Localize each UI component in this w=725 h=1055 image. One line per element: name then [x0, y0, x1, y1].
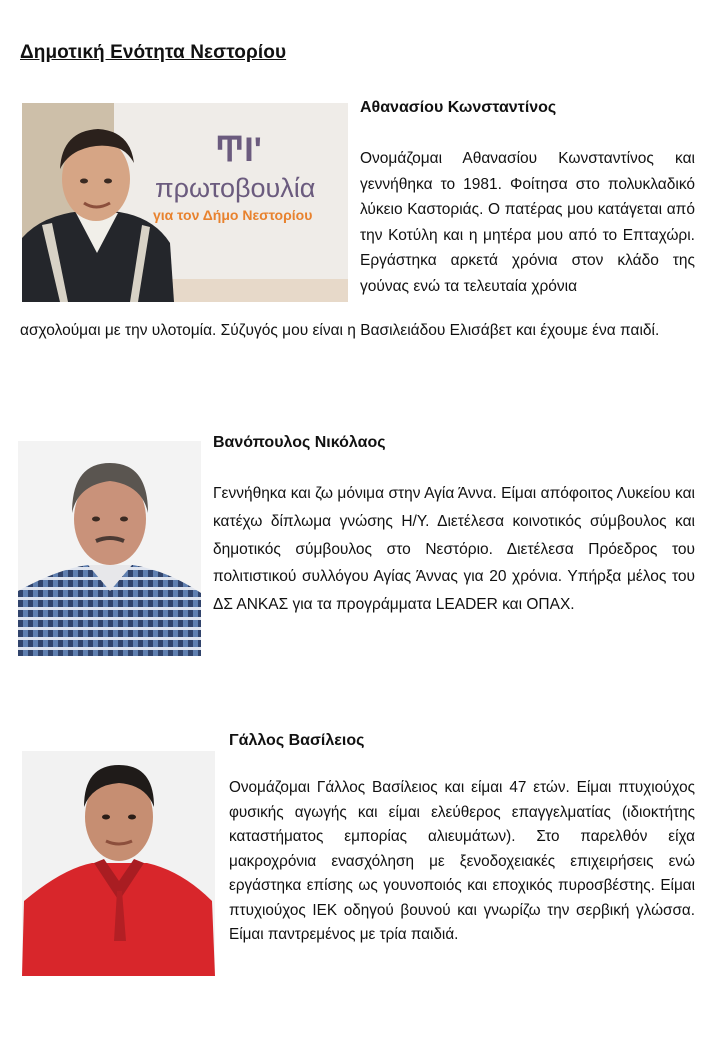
page-title: Δημοτική Ενότητα Νεστορίου: [20, 42, 287, 63]
candidate-bio: Γεννήθηκα και ζω μόνιμα στην Αγία Άννα. Είμαι απόφοιτος Λυκείου και κατέχω δίπλωμα γνώσης Η/Υ. Διετέλεσα κοινοτικός σύμβουλος και δημοτικός σύμβουλος στο Νεστόριο. Διετέλεσα Πρόεδρος του πολιτιστικού συλλόγου Αγίας Άννας για 20 χρόνια. Υπήρξα μέλος του ΔΣ ΑΝΚΑΣ για τα προγράμματα LEADER και ΟΠΑΧ.: [213, 485, 695, 614]
svg-text:πρωτοβουλία: πρωτοβουλία: [155, 173, 316, 203]
candidate-name: Αθανασίου Κωνσταντίνος: [360, 99, 557, 116]
portrait-photo-vanopoulos: [18, 441, 201, 656]
candidate-bio: Ονομάζομαι Γάλλος Βασίλειος και είμαι 47 ετών. Είμαι πτυχιούχος φυσικής αγωγής και είμαι ελεύθερος επαγγελματίας (ιδιοκτήτης καταστήματος εμπορίας αλιευμάτων). Στο παρελθόν είχα μακροχρόνια ενασχόληση με ξενοδοχειακές επιχειρήσεις ενώ εργάστηκα επίσης ως γουνοποιός και εποχικός πυροσβέστης. Είμαι πτυχιούχος ΙΕΚ οδηγού βουνού και γνωρίζω την σερβική γλώσσα. Είμαι παντρεμένος με τρία παιδιά.: [229, 779, 695, 943]
candidate-bio: Ονομάζομαι Αθανασίου Κωνσταντίνος και γεννήθηκα το 1981. Φοίτησα στο πολυκλαδικό λύκειο Καστοριάς. Ο πατέρας μου κατάγεται από την Κοτύλη και η μητέρα μου από το Επταχώρι. Εργάστηκα αρκετά χρόνια στον κλάδο της γούνας ενώ τα τελευταία χρόνια: [360, 150, 695, 295]
svg-text:ͲΙ': ͲΙ': [215, 131, 262, 169]
svg-text:για τον Δήμο Νεστορίου: για τον Δήμο Νεστορίου: [153, 207, 313, 223]
candidate-name: Βανόπουλος Νικόλαος: [213, 434, 386, 451]
portrait-photo-gallos: [22, 751, 215, 976]
portrait-photo-athanasiou: [22, 103, 348, 302]
candidate-name: Γάλλος Βασίλειος: [229, 732, 365, 749]
candidate-bio-continued: ασχολούμαι με την υλοτομία. Σύζυγός μου είναι η Βασιλειάδου Ελισάβετ και έχουμε ένα παιδί.: [20, 322, 660, 339]
